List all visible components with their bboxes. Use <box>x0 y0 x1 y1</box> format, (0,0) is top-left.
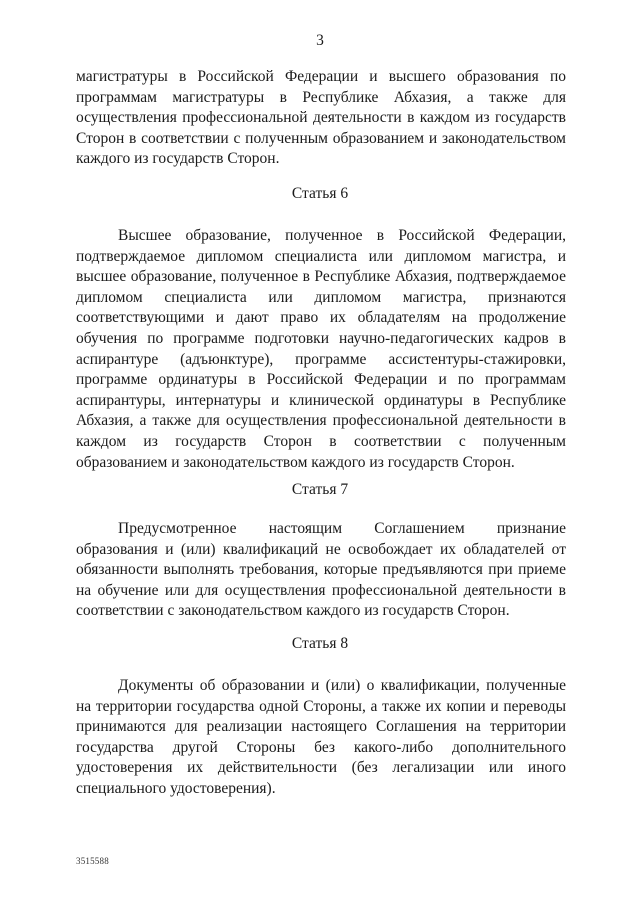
article-8-body <box>76 676 566 800</box>
paragraph-text: Высшее образование, полученное в Российской Федерации, подтверждаемое дипломом специалиста или дипломом магистра, и высшее образование, полученное в Республике Абхазия, подтверждаемое дипломом специалиста или дипломом магистра, признаются соответствующими и дают право их обладателям на продолжение обучения по программе подготовки научно-педагогических кадров в аспирантуре (адъюнктуре), программе ассистентуры-стажировки, программе ординатуры в Российской Федерации и по программам аспирантуры, интернатуры и клинической ординатуры в Республике Абхазия, а также для осуществления профессиональной деятельности в каждом из государств Сторон в соответствии с полученным образованием и законодательством каждого из государств Сторон. <box>76 227 566 471</box>
continuation-paragraph <box>76 67 566 170</box>
page-number: 3 <box>316 32 324 49</box>
article-7-body <box>76 519 566 622</box>
article-8-heading: Статья 8 <box>291 635 349 652</box>
article-6-heading: Статья 6 <box>291 185 349 202</box>
document-code: 3515588 <box>76 856 109 866</box>
paragraph-text: Предусмотренное настоящим Соглашением признание образования и (или) квалификаций не освобождает их обладателей от обязанности выполнять требования, которые предъявляются при приеме на обучение или для осуществления профессиональной деятельности в соответствии с законодательством каждого из государств Сторон. <box>76 520 566 620</box>
article-7-heading: Статья 7 <box>291 481 349 498</box>
paragraph-text: магистратуры в Российской Федерации и высшего образования по программам магистратуры в Республике Абхазия, а также для осуществления профессиональной деятельности в каждом из государств Сторон в соответствии с полученным образованием и законодательством каждого из государств Сторон. <box>76 68 566 168</box>
article-6-body <box>76 226 566 473</box>
paragraph-text: Документы об образовании и (или) о квалификации, полученные на территории государства одной Стороны, а также их копии и переводы принимаются для реализации настоящего Соглашения на территории государства другой Стороны без какого-либо дополнительного удостоверения их действительности (без легализации или иного специального удостоверения). <box>76 677 566 797</box>
